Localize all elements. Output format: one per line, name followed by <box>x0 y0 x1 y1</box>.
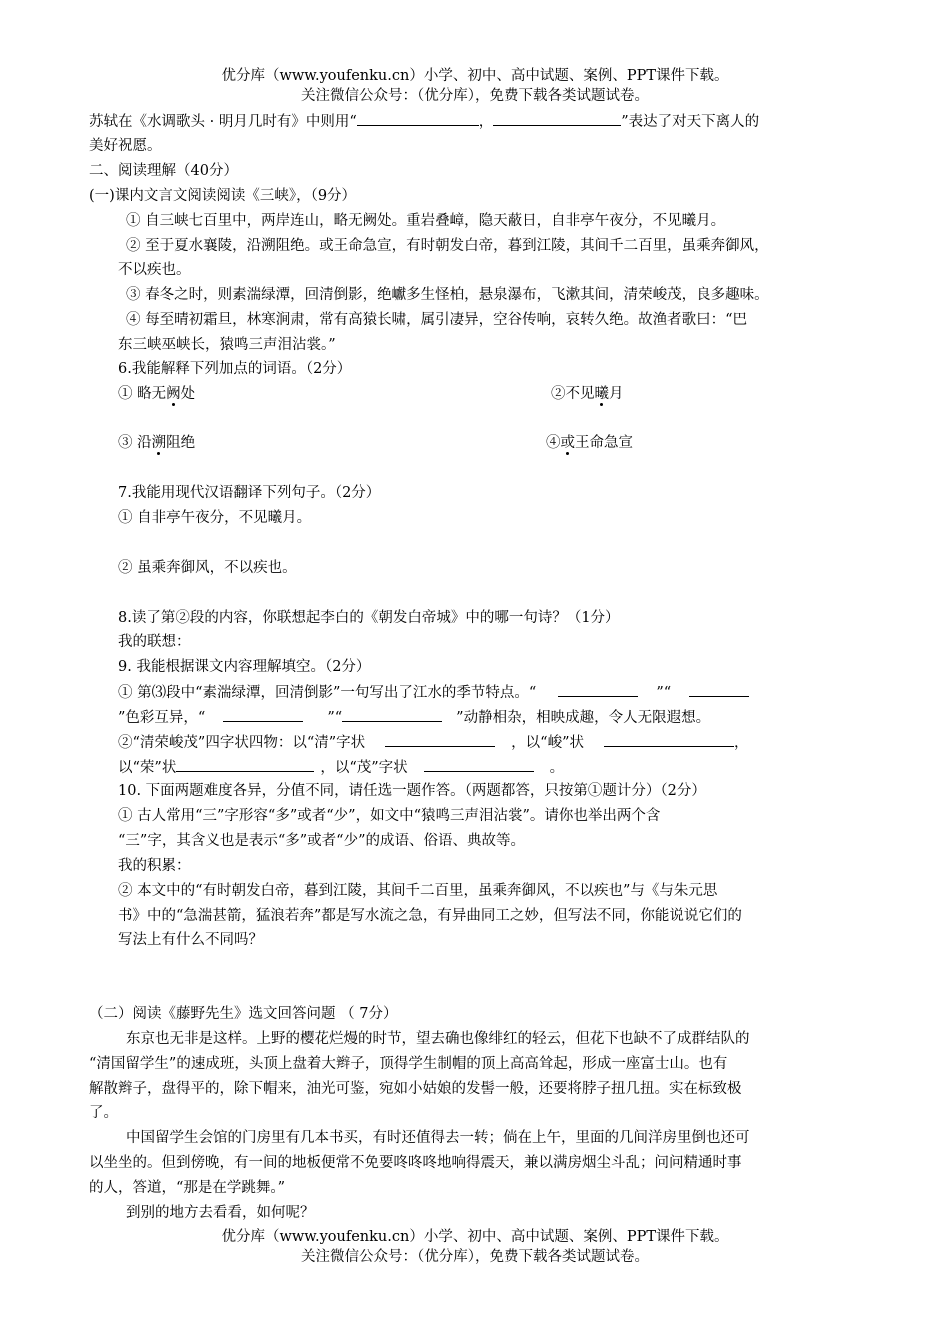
q6-item-2 <box>551 384 624 404</box>
intro-line-2: 美好祝愿。 <box>89 138 162 154</box>
intro-line-1 <box>89 111 759 132</box>
section-title: 二、阅读理解（40分） <box>89 163 238 179</box>
intro-text: 苏轼在《水调歌头 · 明月几时有》中则用“ <box>89 114 357 130</box>
q10-answer-label: 我的积累： <box>118 858 191 874</box>
answer-blank[interactable] <box>385 732 495 747</box>
passage-p4: ④ 每至晴初霜旦，林寒涧肃，常有高猿长啸，属引凄异，空谷传响，哀转久绝。故渔者歌曰：“巴 <box>126 312 748 328</box>
dotted-word: 溯 <box>151 435 167 451</box>
q9-text: ②“清荣峻茂”四字状四物：以“清”字状 <box>118 735 366 751</box>
answer-blank[interactable] <box>604 732 734 747</box>
answer-blank[interactable] <box>342 707 442 722</box>
answer-blank[interactable] <box>176 757 314 772</box>
header-line-1: 优分库（www.youfenku.cn）小学、初中、高中试题、案例、PPT课件下载。 <box>221 68 729 84</box>
q9-text: ， <box>733 735 749 751</box>
passage-p4-cont: 东三峡巫峡长，猿鸣三声泪沾裳。” <box>118 337 336 353</box>
q9-text: ”“ <box>327 710 343 726</box>
q9-text: ”动静相杂，相映成趣，令人无限遐想。 <box>456 710 711 726</box>
part2-title: （二）阅读《藤野先生》选文回答问题 （ 7分） <box>89 1006 398 1022</box>
q9-line-4 <box>118 757 564 778</box>
q6-text: ① 略无 <box>118 386 167 402</box>
q6-item-3 <box>118 433 195 453</box>
footer-line-2: 关注微信公众号：（优分库），免费下载各类试题试卷。 <box>301 1249 649 1265</box>
answer-blank[interactable] <box>558 682 638 697</box>
answer-blank[interactable] <box>689 682 749 697</box>
q8-title: 8.读了第②段的内容，你联想起李白的《朝发白帝城》中的哪一句诗？（1分） <box>118 610 620 626</box>
header-line-2: 关注微信公众号：（优分库），免费下载各类试题试卷。 <box>301 88 649 104</box>
q10-option-2: ② 本文中的“有时朝发白帝，暮到江陵，其间千二百里，虽乘奔御风，不以疾也”与《与朱元思 <box>118 883 718 899</box>
passage-p2-cont: 不以疾也。 <box>118 262 191 278</box>
q6-text: 阻绝 <box>166 435 196 451</box>
q10-title: 10. 下面两题难度各异，分值不同，请任选一题作答。（两题都答，只按第①题计分）（2分） <box>118 783 706 799</box>
part2-p3: 到别的地方去看看，如何呢？ <box>126 1205 315 1221</box>
q8-answer-label: 我的联想： <box>118 634 191 650</box>
q7-title: 7.我能用现代汉语翻译下列句子。（2分） <box>118 485 381 501</box>
q10-option-1: ① 古人常用“三”字形容“多”或者“少”，如文中“猿鸣三声泪沾裳”。请你也举出两个含 <box>118 808 661 824</box>
part2-p1: 东京也无非是这样。上野的樱花烂熳的时节，望去确也像绯红的轻云，但花下也缺不了成群结队的 <box>126 1031 750 1047</box>
part2-p2: 中国留学生会馆的门房里有几本书买，有时还值得去一转；倘在上午，里面的几间洋房里倒也还可 <box>126 1130 750 1146</box>
part1-title: (一)课内文言文阅读阅读《三峡》，（9分） <box>89 188 357 204</box>
passage-p1: ① 自三峡七百里中，两岸连山，略无阙处。重岩叠嶂，隐天蔽日，自非亭午夜分，不见曦月。 <box>126 213 726 229</box>
q10-option-2-cont: 书》中的“急湍甚箭，猛浪若奔”都是写水流之急，有异曲同工之妙，但写法不同，你能说说它们的 <box>118 908 742 924</box>
q9-title: 9. 我能根据课文内容理解填空。（2分） <box>118 659 371 675</box>
q9-line-2 <box>118 707 710 728</box>
q6-text: ②不见 <box>551 386 595 402</box>
q7-sentence-1: ① 自非亭午夜分，不见曦月。 <box>118 510 312 526</box>
dotted-word: 或 <box>560 435 575 451</box>
part2-p2-cont2: 的人，答道，“那是在学跳舞。” <box>89 1180 286 1196</box>
answer-blank[interactable] <box>424 757 534 772</box>
q9-line-3 <box>118 732 748 753</box>
q7-sentence-2: ② 虽乘奔御风，不以疾也。 <box>118 560 297 576</box>
q10-option-1-cont: “三”字，其含义也是表示“多”或者“少”的成语、俗语、典故等。 <box>118 833 525 849</box>
q9-text: ”色彩互异，“ <box>118 710 206 726</box>
answer-blank[interactable] <box>357 111 479 126</box>
part2-p1-cont1: “清国留学生”的速成班，头顶上盘着大辫子，顶得学生制帽的顶上高高耸起，形成一座富士山。也有 <box>89 1056 728 1072</box>
dotted-word: 阙 <box>166 386 181 402</box>
q9-text: ，以“峻”状 <box>511 735 584 751</box>
intro-text: ”表达了对天下离人的 <box>621 114 760 130</box>
q6-text: 王命急宣 <box>575 435 633 451</box>
q6-item-4 <box>546 433 633 453</box>
part2-p1-cont3: 了。 <box>89 1105 118 1121</box>
q9-text: ”“ <box>656 685 672 701</box>
q6-text: 月 <box>609 386 624 402</box>
part2-p2-cont1: 以坐坐的。但到傍晚，有一间的地板便常不免要咚咚咚地响得震天，兼以满房烟尘斗乱；问问精通时事 <box>89 1155 742 1171</box>
q6-text: ④ <box>546 435 561 451</box>
answer-blank[interactable] <box>493 111 621 126</box>
q9-text: 。 <box>549 760 565 776</box>
passage-p2: ② 至于夏水襄陵，沿溯阻绝。或王命急宣，有时朝发白帝，暮到江陵，其间千二百里，虽乘奔御风， <box>126 238 769 254</box>
footer-line-1: 优分库（www.youfenku.cn）小学、初中、高中试题、案例、PPT课件下载。 <box>221 1229 729 1245</box>
q6-title: 6.我能解释下列加点的词语。（2分） <box>118 361 352 377</box>
q6-text: 处 <box>180 386 196 402</box>
q9-text: 以“荣”状 <box>118 760 177 776</box>
q6-item-1 <box>118 384 195 404</box>
intro-sep: ， <box>478 114 494 130</box>
passage-p3: ③ 春冬之时，则素湍绿潭，回清倒影，绝巘多生怪柏，悬泉瀑布，飞漱其间，清荣峻茂，良多趣味。 <box>126 287 769 303</box>
answer-blank[interactable] <box>223 707 303 722</box>
q6-text: ③ 沿 <box>118 435 152 451</box>
q10-option-2-cont2: 写法上有什么不同吗？ <box>118 932 263 948</box>
q9-line-1 <box>118 682 749 703</box>
q9-text: ，以“茂”字状 <box>320 760 408 776</box>
q9-text: ① 第⑶段中“素湍绿潭，回清倒影”一句写出了江水的季节特点。“ <box>118 685 537 701</box>
part2-p1-cont2: 解散辫子，盘得平的，除下帽来，油光可鉴，宛如小姑娘的发髻一般，还要将脖子扭几扭。实在标致极 <box>89 1081 742 1097</box>
dotted-word: 曦 <box>594 386 609 402</box>
